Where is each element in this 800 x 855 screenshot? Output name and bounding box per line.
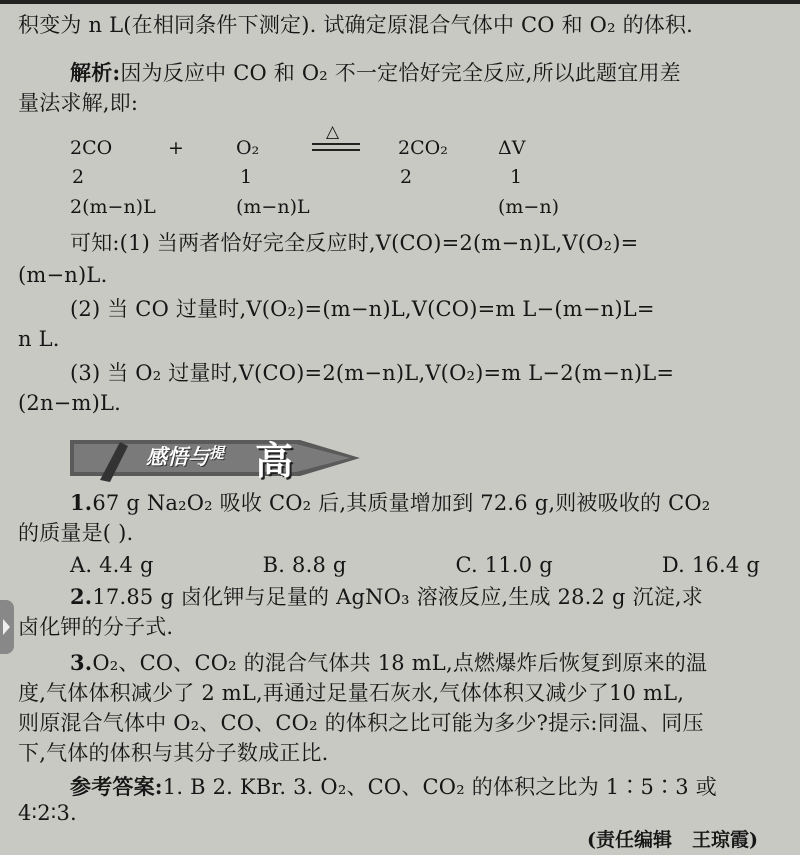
- question-3-cont-3: 下,气体的体积与其分子数成正比.: [18, 741, 329, 765]
- eq-coef-co2: 2: [400, 166, 413, 188]
- editor-label: (责任编辑: [587, 829, 672, 851]
- case-2-line: (2) 当 CO 过量时,V(O₂)=(m−n)L,V(CO)=m L−(m−n)L=: [70, 297, 655, 321]
- eq-heat-symbol: △: [326, 122, 340, 142]
- banner-big-char: 高: [255, 439, 294, 483]
- question-1-cont: 的质量是( ).: [18, 521, 134, 545]
- top-border: [0, 0, 800, 4]
- eq-reactant-co: 2CO: [70, 137, 113, 159]
- eq-coef-o2: 1: [240, 166, 253, 188]
- editor-credit: [587, 825, 758, 852]
- question-2-text: 17.85 g 卤化钾与足量的 AgNO₃ 溶液反应,生成 28.2 g 沉淀,求: [92, 585, 703, 609]
- eq-vol-co: 2(m−n)L: [70, 196, 156, 218]
- question-2-number: 2.: [70, 584, 93, 609]
- question-3-text: O₂、CO、CO₂ 的混合气体共 18 mL,点燃爆炸后恢复到原来的温: [92, 651, 708, 675]
- answer-key: [70, 774, 717, 800]
- case-2-cont: n L.: [18, 327, 60, 351]
- case-3-cont: (2n−m)L.: [18, 391, 122, 415]
- eq-product-co2: 2CO₂: [398, 137, 448, 159]
- analysis-text: 因为反应中 CO 和 O₂ 不一定恰好完全反应,所以此题宜用差: [120, 61, 681, 85]
- banner-label-main: 感悟与: [146, 445, 209, 469]
- answer-key-cont: 4∶2∶3.: [18, 801, 77, 825]
- question-3-cont-1: 度,气体体积减少了 2 mL,再通过足量石灰水,气体体积又减少了10 mL,: [18, 681, 685, 705]
- case-3-line: (3) 当 O₂ 过量时,V(CO)=2(m−n)L,V(O₂)=m L−2(m−n)L=: [70, 361, 675, 385]
- option-a: A. 4.4 g: [70, 553, 154, 577]
- line-intro: 积变为 n L(在相同条件下测定). 试确定原混合气体中 CO 和 O₂ 的体积.: [18, 13, 694, 37]
- option-c: C. 11.0 g: [455, 553, 553, 577]
- eq-vol-o2: (m−n)L: [236, 196, 310, 218]
- editor-name: 王琼霞): [692, 829, 758, 851]
- eq-vol-dv: (m−n): [498, 196, 559, 218]
- question-2: [70, 584, 703, 610]
- eq-reactant-o2: O₂: [236, 137, 260, 159]
- answer-key-text: 1. B 2. KBr. 3. O₂、CO、CO₂ 的体积之比为 1∶5∶3 或: [162, 775, 717, 799]
- eq-plus: +: [168, 137, 184, 159]
- option-d: D. 16.4 g: [661, 553, 760, 577]
- eq-arrow-bottom: [312, 149, 360, 151]
- question-1-number: 1.: [70, 490, 93, 515]
- question-1: [70, 490, 710, 516]
- question-2-cont: 卤化钾的分子式.: [18, 615, 174, 639]
- question-3-cont-2: 则原混合气体中 O₂、CO、CO₂ 的体积之比可能为多少?提示:同温、同压: [18, 711, 704, 735]
- analysis-label: 解析:: [70, 60, 121, 85]
- case-1-cont: (m−n)L.: [18, 263, 108, 287]
- page-edge-tab: [0, 600, 14, 654]
- analysis-line: [70, 60, 681, 86]
- eq-coef-co: 2: [72, 166, 85, 188]
- question-3: [70, 650, 707, 676]
- answer-key-label: 参考答案:: [70, 774, 163, 799]
- question-1-options: [70, 552, 760, 578]
- question-3-number: 3.: [70, 650, 93, 675]
- eq-delta-v: ΔV: [498, 137, 526, 159]
- banner-label-tilt: 提: [209, 444, 225, 462]
- option-b: B. 8.8 g: [262, 553, 347, 577]
- eq-arrow-top: [312, 143, 360, 145]
- question-1-text: 67 g Na₂O₂ 吸收 CO₂ 后,其质量增加到 72.6 g,则被吸收的 CO₂: [92, 491, 711, 515]
- line-method: 量法求解,即:: [18, 91, 139, 115]
- banner-label: [146, 441, 224, 471]
- eq-coef-dv: 1: [510, 166, 523, 188]
- case-1-line: 可知:(1) 当两者恰好完全反应时,V(CO)=2(m−n)L,V(O₂)=: [70, 231, 639, 255]
